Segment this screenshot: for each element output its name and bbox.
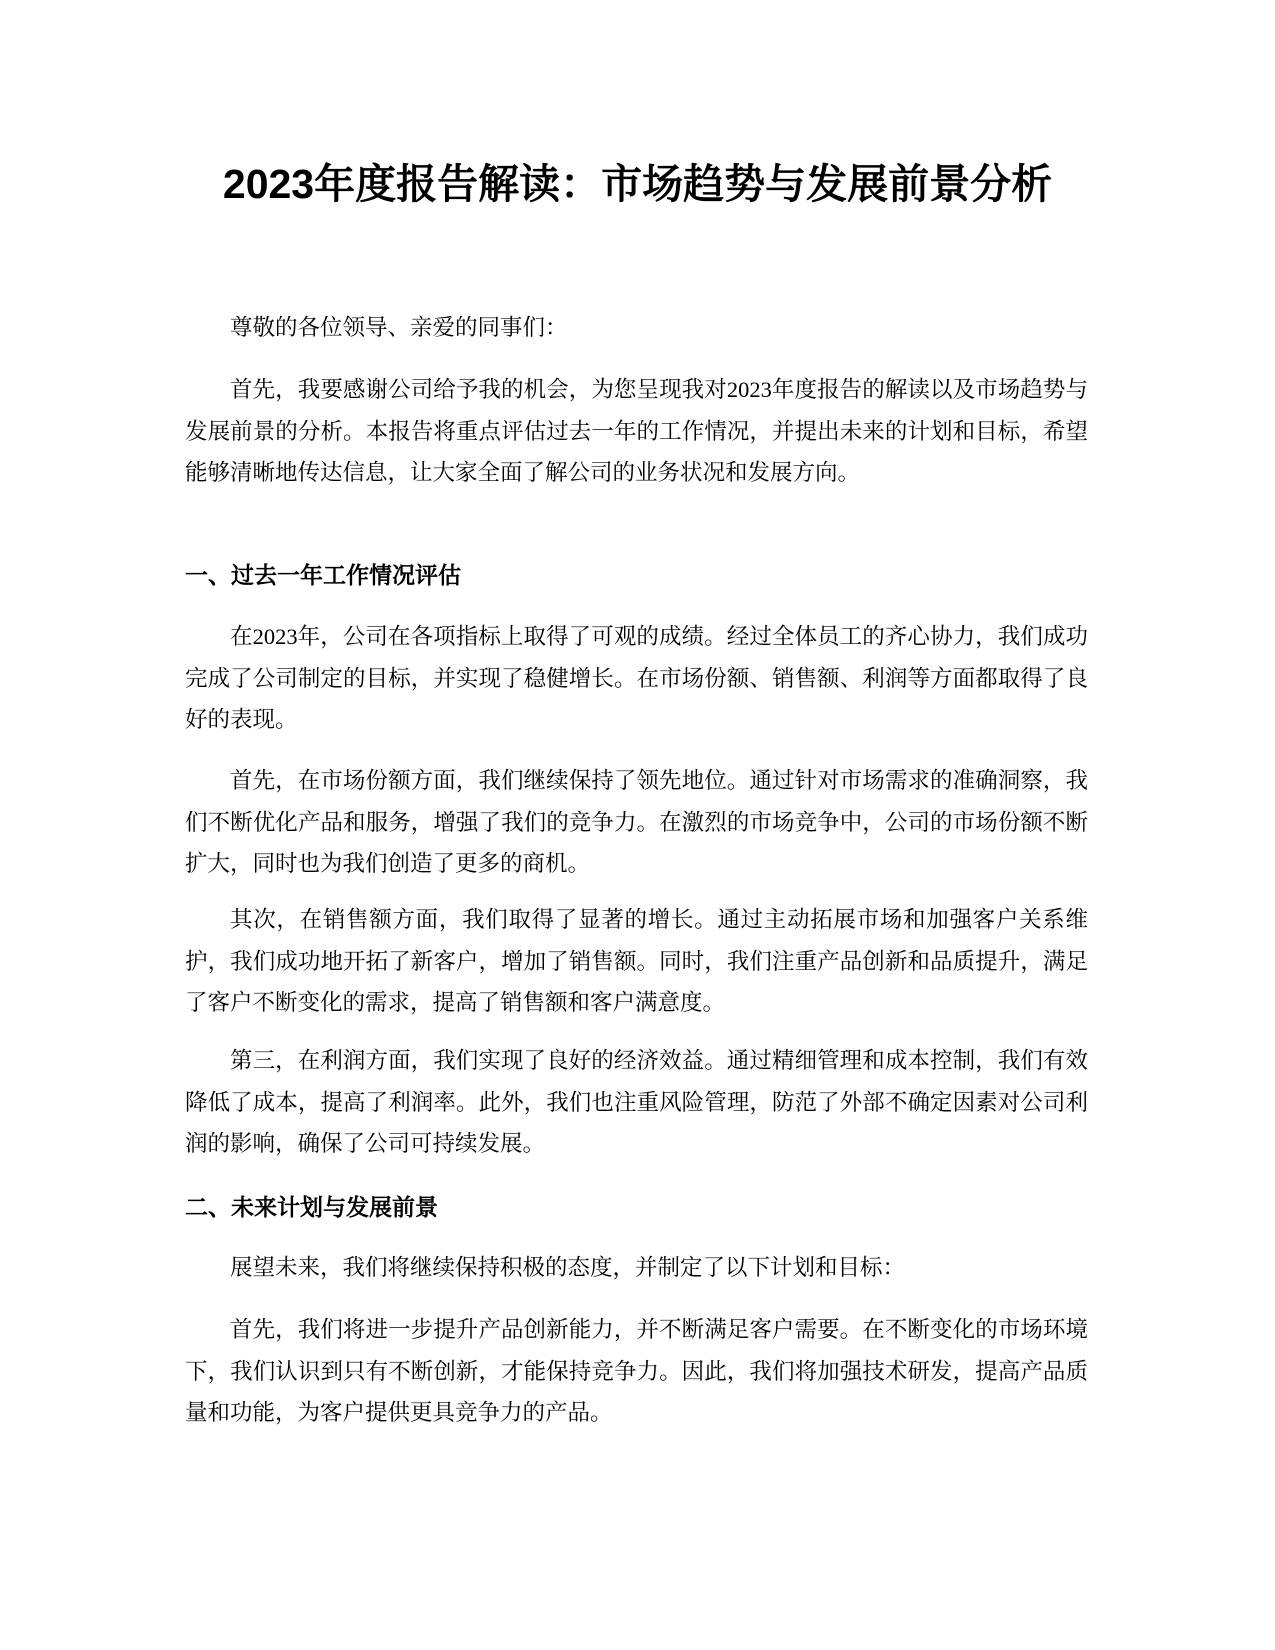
section-heading-1: 一、过去一年工作情况评估 xyxy=(185,562,461,588)
section-heading-2: 二、未来计划与发展前景 xyxy=(185,1194,438,1220)
greeting-paragraph: 尊敬的各位领导、亲爱的同事们： xyxy=(230,315,568,340)
section-1-paragraph-4: 第三，在利润方面，我们实现了良好的经济效益。通过精细管理和成本控制，我们有效降低了成本，提高了利润率。此外，我们也注重风险管理，防范了外部不确定因素对公司利润的影响，确保了公司可持续发展。 xyxy=(185,1048,1088,1156)
section-1-paragraph-1: 在2023年，公司在各项指标上取得了可观的成绩。经过全体员工的齐心协力，我们成功完成了公司制定的目标，并实现了稳健增长。在市场份额、销售额、利润等方面都取得了良好的表现。 xyxy=(185,624,1088,732)
section-1-paragraph-2: 首先，在市场份额方面，我们继续保持了领先地位。通过针对市场需求的准确洞察，我们不断优化产品和服务，增强了我们的竞争力。在激烈的市场竞争中，公司的市场份额不断扩大，同时也为我们创造了更多的商机。 xyxy=(185,768,1088,876)
intro-paragraph: 首先，我要感谢公司给予我的机会，为您呈现我对2023年度报告的解读以及市场趋势与发展前景的分析。本报告将重点评估过去一年的工作情况，并提出未来的计划和目标，希望能够清晰地传达信息，让大家全面了解公司的业务状况和发展方向。 xyxy=(185,377,1088,485)
section-2-paragraph-2: 首先，我们将进一步提升产品创新能力，并不断满足客户需要。在不断变化的市场环境下，我们认识到只有不断创新，才能保持竞争力。因此，我们将加强技术研发，提高产品质量和功能，为客户提供更具竞争力的产品。 xyxy=(185,1317,1088,1425)
section-2-paragraph-1: 展望未来，我们将继续保持积极的态度，并制定了以下计划和目标： xyxy=(230,1255,906,1280)
document-title: 2023年度报告解读：市场趋势与发展前景分析 xyxy=(222,161,1053,207)
section-1-paragraph-3: 其次，在销售额方面，我们取得了显著的增长。通过主动拓展市场和加强客户关系维护，我们成功地开拓了新客户，增加了销售额。同时，我们注重产品创新和品质提升，满足了客户不断变化的需求，提高了销售额和客户满意度。 xyxy=(185,907,1088,1015)
